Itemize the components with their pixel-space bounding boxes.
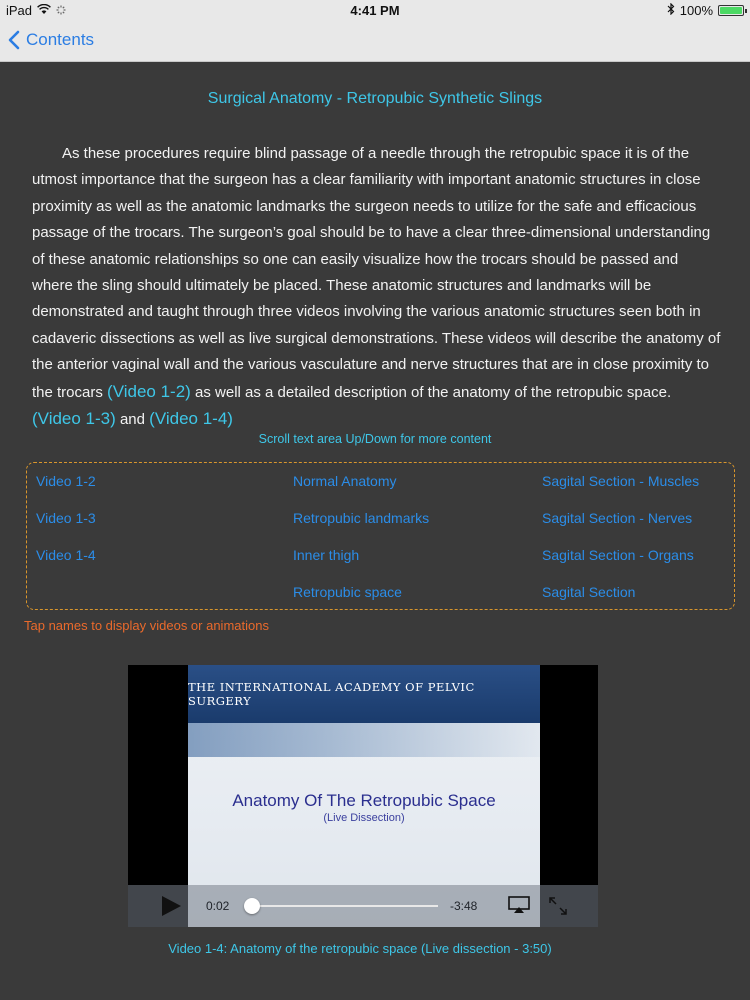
fullscreen-button[interactable] [548, 896, 568, 921]
inline-link-video-1-4[interactable]: (Video 1-4) [149, 409, 233, 429]
status-bar [0, 0, 750, 20]
airplay-icon [508, 896, 530, 914]
bluetooth-icon [667, 3, 675, 18]
body-paragraph-and: and [119, 411, 145, 429]
back-button[interactable] [8, 30, 94, 50]
battery-percent: 100% [679, 3, 713, 18]
link-sagital-section-organs[interactable]: Sagital Section - Organs [542, 547, 694, 563]
link-retropubic-landmarks[interactable]: Retropubic landmarks [293, 510, 430, 526]
clock: 4:41 PM [350, 3, 400, 18]
tap-hint: Tap names to display videos or animations [24, 618, 269, 633]
link-video-1-4[interactable]: Video 1-4 [36, 547, 96, 563]
video-player[interactable] [128, 665, 598, 927]
device-label: iPad [6, 3, 33, 18]
seek-bar[interactable] [250, 905, 438, 907]
inline-link-video-1-2[interactable]: (Video 1-2) [107, 381, 191, 401]
navigation-bar [0, 20, 750, 62]
status-right [667, 3, 744, 18]
link-video-1-3[interactable]: Video 1-3 [36, 510, 96, 526]
seek-thumb[interactable] [244, 898, 260, 914]
inline-link-video-1-3[interactable]: (Video 1-3) [32, 409, 116, 429]
link-normal-anatomy[interactable]: Normal Anatomy [293, 473, 397, 489]
current-time: 0:02 [206, 899, 230, 913]
link-retropubic-space[interactable]: Retropubic space [293, 584, 402, 600]
link-sagital-section-nerves[interactable]: Sagital Section - Nerves [542, 510, 693, 526]
fullscreen-icon [548, 896, 568, 916]
body-text-area[interactable] [32, 141, 722, 433]
slide-title: Anatomy Of The Retropubic Space [232, 791, 496, 810]
body-paragraph-continued: as well as a detailed description of the anatomy of the retropubic space. [195, 383, 672, 401]
link-sagital-section-muscles[interactable]: Sagital Section - Muscles [542, 473, 700, 489]
chevron-left-icon [8, 30, 20, 50]
scroll-hint: Scroll text area Up/Down for more content [258, 432, 492, 446]
slide-subtitle: (Live Dissection) [323, 812, 405, 824]
play-button[interactable] [160, 895, 182, 922]
link-inner-thigh[interactable]: Inner thigh [293, 547, 360, 563]
play-icon [160, 895, 182, 917]
airplay-button[interactable] [508, 896, 530, 919]
media-links-box [26, 462, 735, 610]
link-video-1-2[interactable]: Video 1-2 [36, 473, 96, 489]
body-paragraph: As these procedures require blind passage of a needle through the retropubic space it is of the utmost importance that the surgeon has a clear familiarity with important anatomic structures in close proximity as well as the anatomic landmarks the surgeon needs to utilize for the safe and efficacious passage of the trocars. The surgeon’s goal should be to have a clear three-dimensional understanding of these anatomic relationships so one can easily visualize how the trocars should be passed and where the sling should ultimately be placed. These anatomic structures and landmarks will be demonstrated and taught through three videos involving the various anatomic structures seen both in cadaveric dissections as well as live surgical demonstrations. These videos will describe the anatomy of the anterior vaginal wall and the various vasculature and nerve structures that are in close proximity to the trocars [32, 145, 721, 401]
slide-swoosh [188, 723, 540, 757]
video-caption: Video 1-4: Anatomy of the retropubic space (Live dissection - 3:50) [168, 941, 552, 956]
page-title: Surgical Anatomy - Retropubic Synthetic Slings [207, 90, 543, 107]
player-controls [128, 885, 598, 927]
remaining-time: -3:48 [450, 899, 478, 913]
slide-header: THE INTERNATIONAL ACADEMY OF PELVIC SURGERY [188, 665, 540, 723]
back-button-label: Contents [26, 30, 95, 49]
battery-icon [718, 5, 744, 16]
link-sagital-section[interactable]: Sagital Section [542, 584, 636, 600]
